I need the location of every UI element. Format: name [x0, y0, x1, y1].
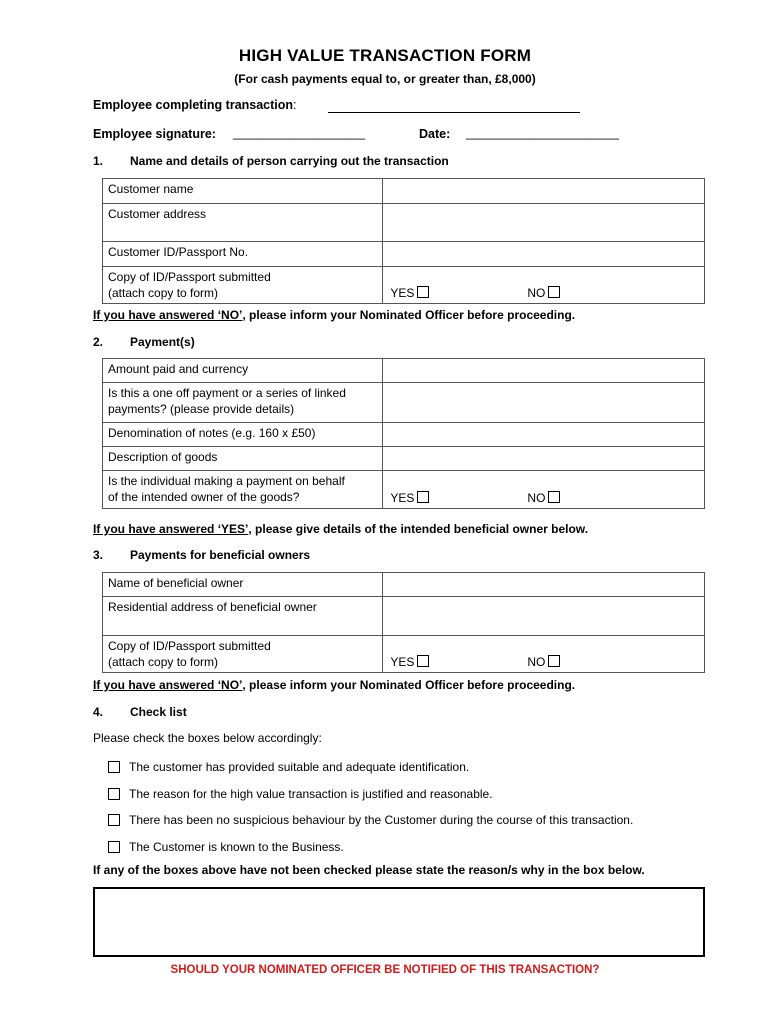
customer-name-field[interactable] — [383, 179, 705, 204]
checklist-item — [108, 840, 344, 854]
no-label: NO — [527, 491, 546, 505]
customer-id-label: Customer ID/Passport No. — [103, 242, 383, 267]
page-subtitle: (For cash payments equal to, or greater than, £8,000) — [234, 72, 536, 86]
id-copy-line1: Copy of ID/Passport submitted — [108, 270, 271, 284]
notify-officer-question: SHOULD YOUR NOMINATED OFFICER BE NOTIFIED OF THIS TRANSACTION? — [170, 964, 600, 976]
page-title: HIGH VALUE TRANSACTION FORM — [238, 46, 532, 65]
no-checkbox[interactable] — [548, 286, 560, 298]
amount-field[interactable] — [383, 359, 705, 383]
beneficial-id-copy-label — [103, 636, 383, 673]
behalf-line2: of the intended owner of the goods? — [108, 490, 300, 504]
section-1-table — [102, 178, 705, 304]
series-line1: Is this a one off payment or a series of linked — [108, 386, 346, 400]
customer-id-field[interactable] — [383, 242, 705, 267]
checklist-item — [108, 760, 469, 774]
employee-completing-label: Employee completing transaction: — [93, 98, 297, 112]
section-2-table — [102, 358, 705, 509]
checklist-item-text: The Customer is known to the Business. — [129, 840, 344, 854]
id-copy-answer — [383, 267, 705, 304]
beneficial-copy-line2: (attach copy to form) — [108, 655, 219, 669]
yes-label: YES — [390, 286, 415, 300]
yes-checkbox[interactable] — [417, 491, 429, 503]
section-3-notice: If you have answered ‘NO’, please inform your Nominated Officer before proceeding. — [93, 678, 576, 692]
checklist-item-text: There has been no suspicious behaviour by the Customer during the course of this transaction. — [129, 813, 634, 827]
section-2-notice: If you have answered ‘YES’, please give details of the intended beneficial owner below. — [93, 522, 589, 536]
section-1-title: Name and details of person carrying out the transaction — [130, 154, 449, 168]
checklist-checkbox[interactable] — [108, 814, 120, 826]
yes-checkbox[interactable] — [417, 286, 429, 298]
description-field[interactable] — [383, 447, 705, 471]
checklist-checkbox[interactable] — [108, 841, 120, 853]
reason-prompt: If any of the boxes above have not been checked please state the reason/s why in the box below. — [93, 863, 645, 877]
no-checkbox[interactable] — [548, 491, 560, 503]
beneficial-address-field[interactable] — [383, 597, 705, 636]
amount-label: Amount paid and currency — [103, 359, 383, 383]
series-field[interactable] — [383, 383, 705, 423]
no-label: NO — [527, 655, 546, 669]
employee-completing-field[interactable] — [328, 112, 580, 113]
yes-checkbox[interactable] — [417, 655, 429, 667]
description-label: Description of goods — [103, 447, 383, 471]
section-3-number: 3. — [93, 548, 104, 562]
section-2-title: Payment(s) — [130, 335, 195, 349]
section-1-notice: If you have answered ‘NO’, please inform your Nominated Officer before proceeding. — [93, 308, 576, 322]
section-1-number: 1. — [93, 154, 104, 168]
section-4-title: Check list — [130, 705, 187, 719]
denomination-label: Denomination of notes (e.g. 160 x £50) — [103, 423, 383, 447]
no-checkbox[interactable] — [548, 655, 560, 667]
date-field[interactable]: ______________________ — [466, 126, 619, 140]
behalf-answer — [383, 471, 705, 509]
checklist-intro: Please check the boxes below accordingly: — [93, 731, 322, 745]
beneficial-name-label: Name of beneficial owner — [103, 573, 383, 597]
reason-textbox[interactable] — [93, 887, 705, 957]
series-label — [103, 383, 383, 423]
section-2-number: 2. — [93, 335, 104, 349]
id-copy-label — [103, 267, 383, 304]
employee-signature-field[interactable]: ___________________ — [233, 126, 366, 140]
checklist-item — [108, 813, 633, 827]
behalf-line1: Is the individual making a payment on behalf — [108, 474, 345, 488]
beneficial-id-copy-answer — [383, 636, 705, 673]
section-4-number: 4. — [93, 705, 104, 719]
section-3-title: Payments for beneficial owners — [130, 548, 311, 562]
id-copy-line2: (attach copy to form) — [108, 286, 219, 300]
employee-signature-label: Employee signature: — [93, 127, 216, 141]
denomination-field[interactable] — [383, 423, 705, 447]
beneficial-copy-line1: Copy of ID/Passport submitted — [108, 639, 271, 653]
beneficial-name-field[interactable] — [383, 573, 705, 597]
checklist-checkbox[interactable] — [108, 761, 120, 773]
checklist-item-text: The customer has provided suitable and adequate identification. — [129, 760, 470, 774]
checklist-item-text: The reason for the high value transaction is justified and reasonable. — [129, 787, 493, 801]
date-label: Date: — [419, 127, 451, 141]
customer-address-field[interactable] — [383, 204, 705, 242]
series-line2: payments? (please provide details) — [108, 402, 295, 416]
section-3-table — [102, 572, 705, 673]
no-label: NO — [527, 286, 546, 300]
checklist-item — [108, 787, 493, 801]
checklist-checkbox[interactable] — [108, 788, 120, 800]
yes-label: YES — [390, 491, 415, 505]
behalf-label — [103, 471, 383, 509]
yes-label: YES — [390, 655, 415, 669]
beneficial-address-label: Residential address of beneficial owner — [103, 597, 383, 636]
customer-address-label: Customer address — [103, 204, 383, 242]
customer-name-label: Customer name — [103, 179, 383, 204]
